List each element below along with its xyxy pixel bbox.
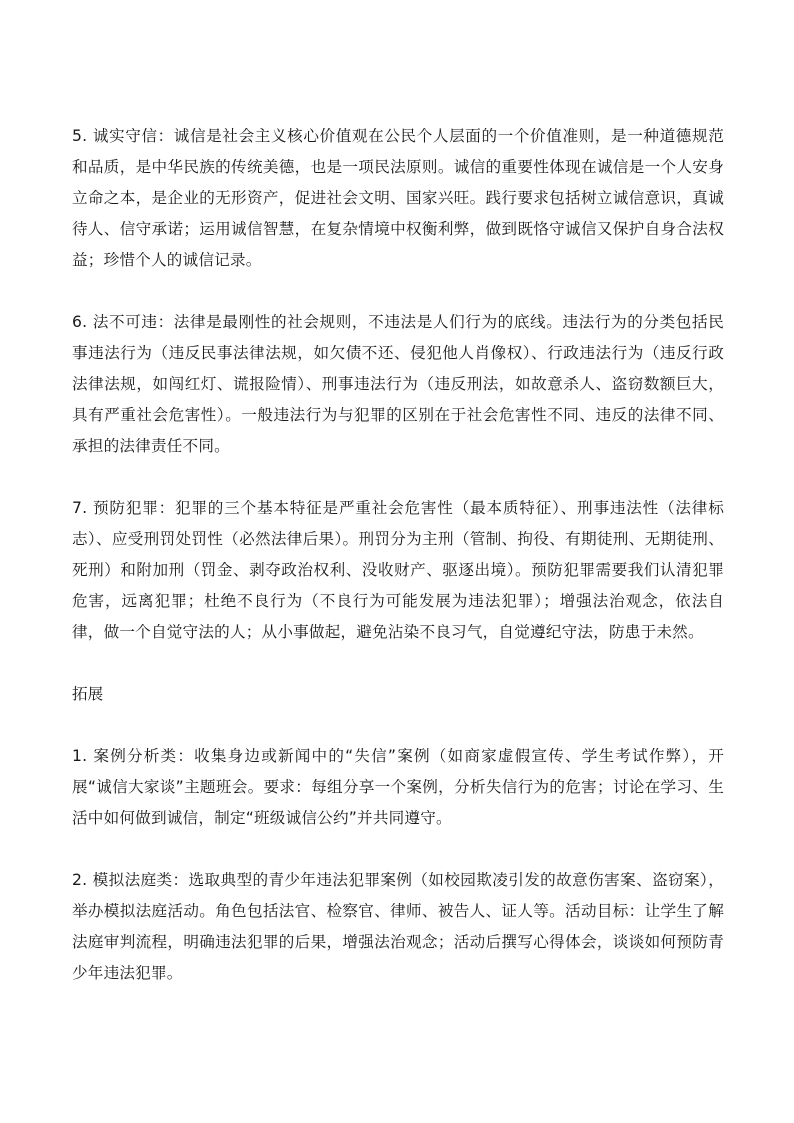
extension-heading: 拓展 xyxy=(72,685,104,703)
paragraph-honesty: 5. 诚实守信：诚信是社会主义核心价值观在公民个人层面的一个价值准则，是一种道德规范和品质，是中华民族的传统美德，也是一项民法原则。诚信的重要性体现在诚信是一个人安身立命之本，是企业的无形资产，促进社会文明、国家兴旺。践行要求包括树立诚信意识，真诚待人、信守承诺；运用诚信智慧，在复杂情境中权衡利弊，做到既恪守诚信又保护自身合法权益；珍惜个人的诚信记录。 xyxy=(72,127,724,269)
paragraph-gap xyxy=(72,648,724,679)
paragraph-crime-prevention: 7. 预防犯罪：犯罪的三个基本特征是严重社会危害性（最本质特征）、刑事违法性（法律标志）、应受刑罚处罚性（必然法律后果）。刑罚分为主刑（管制、拘役、有期徒刑、无期徒刑、死刑）和附加刑（罚金、剥夺政治权利、没收财产、驱逐出境）。预防犯罪需要我们认清犯罪危害，远离犯罪；杜绝不良行为（不良行为可能发展为违法犯罪）；增强法治观念，依法自律，做一个自觉守法的人；从小事做起，避免沾染不良习气，自觉遵纪守法，防患于未然。 xyxy=(72,499,724,641)
paragraph-gap xyxy=(72,710,724,741)
extension-mock-court: 2. 模拟法庭类：选取典型的青少年违法犯罪案例（如校园欺凌引发的故意伤害案、盗窃案），举办模拟法庭活动。角色包括法官、检察官、律师、被告人、证人等。活动目标：让学生了解法庭审判流程，明确违法犯罪的后果，增强法治观念；活动后撰写心得体会，谈谈如何预防青少年违法犯罪。 xyxy=(72,871,724,982)
extension-case-analysis: 1. 案例分析类：收集身边或新闻中的“失信”案例（如商家虚假宣传、学生考试作弊），开展“诚信大家谈”主题班会。要求：每组分享一个案例，分析失信行为的危害；讨论在学习、生活中如何做到诚信，制定“班级诚信公约”并共同遵守。 xyxy=(72,747,724,827)
paragraph-gap xyxy=(72,462,724,493)
paragraph-gap xyxy=(72,834,724,865)
paragraph-law: 6. 法不可违：法律是最刚性的社会规则，不违法是人们行为的底线。违法行为的分类包括民事违法行为（违反民事法律法规，如欠债不还、侵犯他人肖像权）、行政违法行为（违反行政法律法规，如闯红灯、谎报险情）、刑事违法行为（违反刑法，如故意杀人、盗窃数额巨大，具有严重社会危害性）。一般违法行为与犯罪的区别在于社会危害性不同、违反的法律不同、承担的法律责任不同。 xyxy=(72,313,724,455)
document-page xyxy=(72,121,724,989)
paragraph-gap xyxy=(72,276,724,307)
